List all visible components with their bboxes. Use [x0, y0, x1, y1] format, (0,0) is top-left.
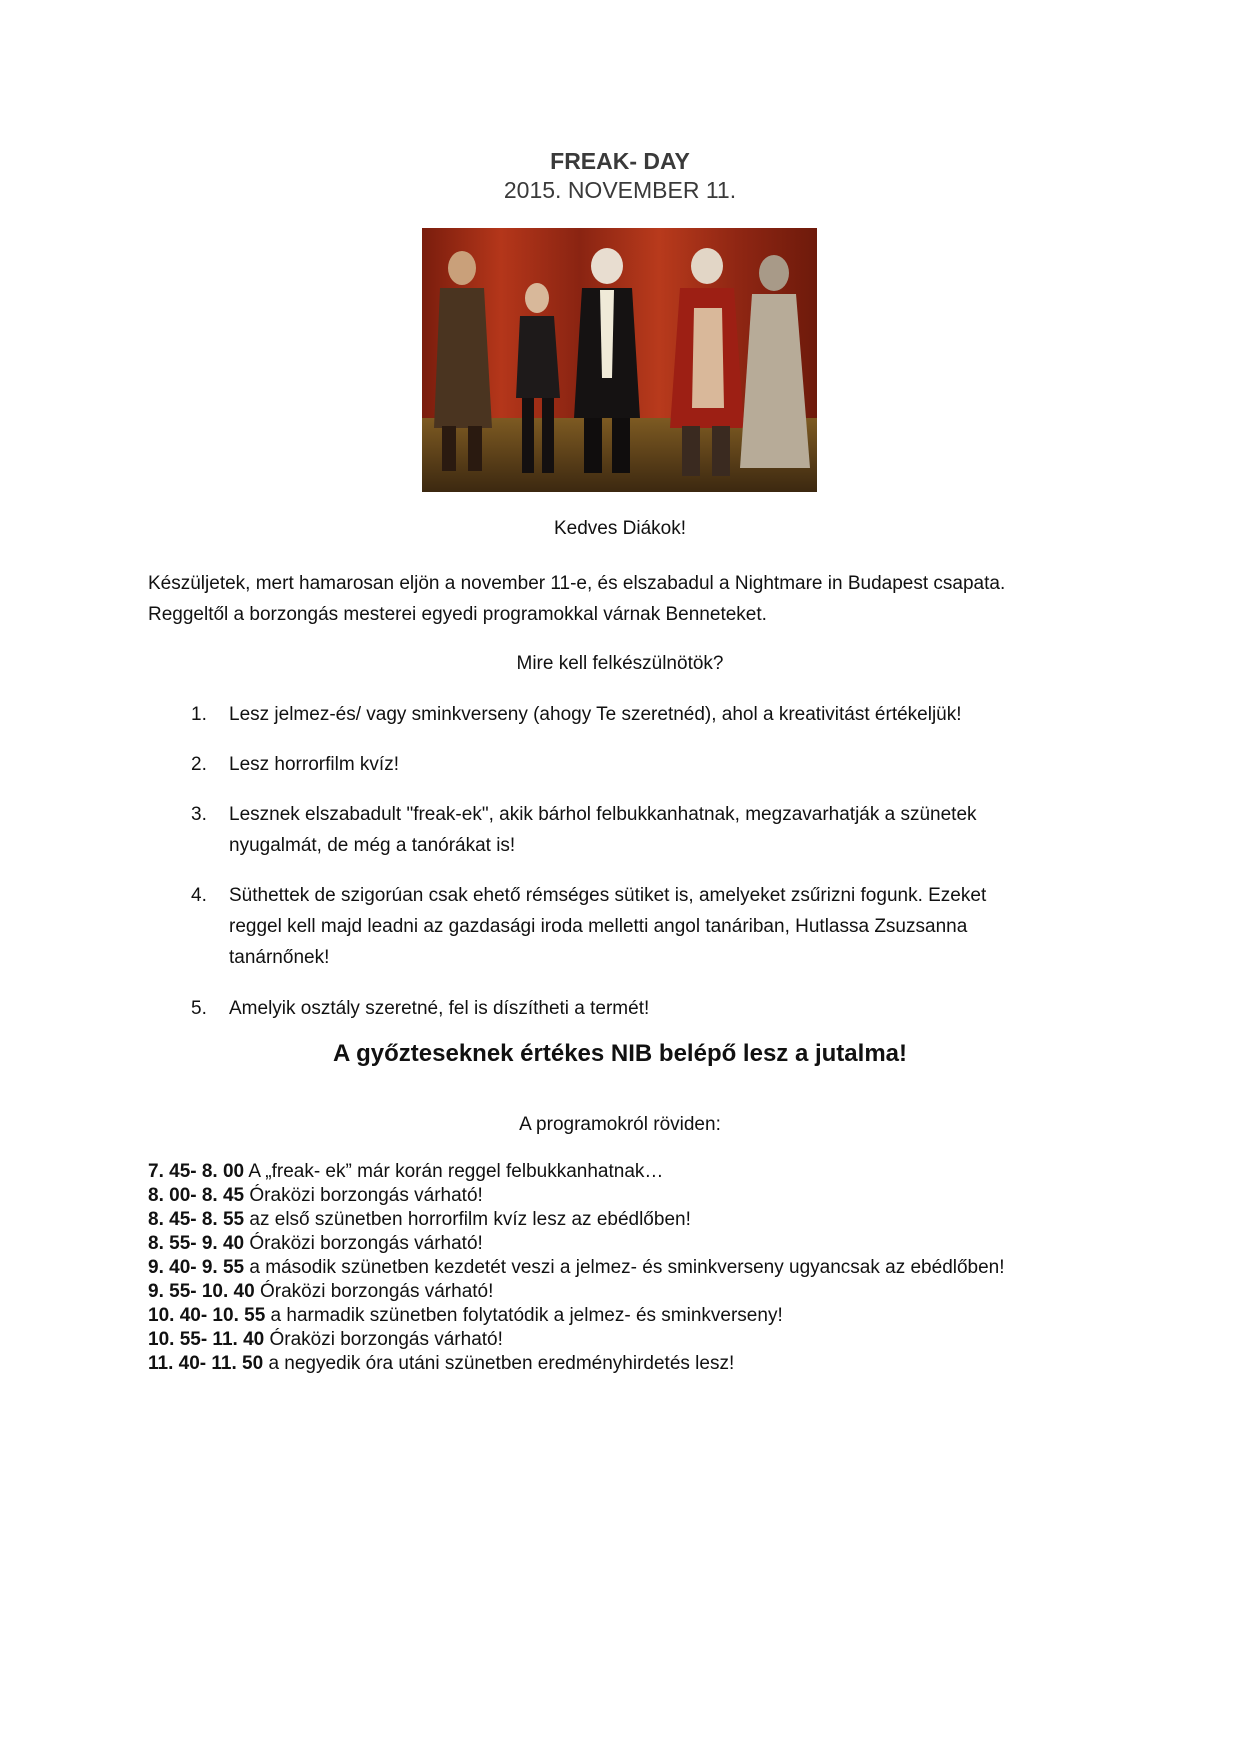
prize-announcement: A győzteseknek értékes NIB belépő lesz a jutalma! — [333, 1040, 907, 1067]
schedule-time: 11. 40- 11. 50 — [148, 1353, 264, 1374]
schedule-row — [148, 1184, 1148, 1208]
schedule-time: 9. 40- 9. 55 — [148, 1257, 245, 1278]
intro-line: Reggeltől a borzongás mesterei egyedi programokkal várnak Benneteket. — [148, 604, 767, 625]
schedule-text: Óraközi borzongás várható! — [264, 1329, 503, 1350]
schedule-text: a harmadik szünetben folytatódik a jelmez- és sminkverseny! — [265, 1305, 783, 1326]
list-number: 1. — [191, 704, 207, 725]
list-text-line: nyugalmát, de még a tanórákat is! — [229, 835, 516, 856]
list-text-line: Lesznek elszabadult "freak-ek", akik bárhol felbukkanhatnak, megzavarhatják a szünetek — [229, 804, 977, 825]
schedule-row — [148, 1328, 1148, 1352]
schedule-text: a második szünetben kezdetét veszi a jelmez- és sminkverseny ugyancsak az ebédlőben! — [244, 1257, 1005, 1278]
schedule-text: az első szünetben horrorfilm kvíz lesz az ebédlőben! — [244, 1209, 691, 1230]
list-number: 2. — [191, 754, 207, 775]
question-heading: Mire kell felkészülnötök? — [516, 653, 724, 674]
schedule-list — [148, 1160, 1148, 1376]
intro-line: Készüljetek, mert hamarosan eljön a november 11-e, és elszabadul a Nightmare in Budapest csapata. — [148, 573, 1006, 594]
list-text-line: reggel kell majd leadni az gazdasági iroda melletti angol tanáriban, Hutlassa Zsuzsanna — [229, 916, 968, 937]
schedule-text: A „freak- ek” már korán reggel felbukkanhatnak… — [244, 1161, 664, 1182]
schedule-row — [148, 1304, 1148, 1328]
list-text-line: Lesz horrorfilm kvíz! — [229, 754, 399, 775]
costumed-performers-photo — [422, 228, 817, 492]
schedule-row — [148, 1280, 1148, 1304]
list-text-line: Lesz jelmez-és/ vagy sminkverseny (ahogy Te szeretnéd), ahol a kreativitást értékeljük! — [229, 704, 962, 725]
list-text-line: Süthettek de szigorúan csak ehető rémséges sütiket is, amelyeket zsűrizni fogunk. Ezeket — [229, 885, 987, 906]
schedule-row — [148, 1208, 1148, 1232]
list-number: 4. — [191, 885, 207, 906]
schedule-time: 10. 55- 11. 40 — [148, 1329, 265, 1350]
schedule-row — [148, 1352, 1148, 1376]
schedule-heading: A programokról röviden: — [519, 1114, 721, 1135]
intro-paragraph — [148, 568, 1108, 630]
list-number: 3. — [191, 804, 207, 825]
schedule-time: 8. 55- 9. 40 — [148, 1233, 245, 1254]
schedule-row — [148, 1256, 1148, 1280]
schedule-time: 8. 00- 8. 45 — [148, 1185, 245, 1206]
schedule-text: Óraközi borzongás várható! — [254, 1281, 494, 1302]
list-number: 5. — [191, 998, 207, 1019]
list-text-line: tanárnőnek! — [229, 947, 330, 968]
schedule-text: Óraközi borzongás várható! — [244, 1233, 483, 1254]
event-date: 2015. NOVEMBER 11. — [503, 177, 737, 203]
schedule-row — [148, 1232, 1148, 1256]
schedule-time: 8. 45- 8. 55 — [148, 1209, 245, 1230]
greeting: Kedves Diákok! — [553, 518, 686, 539]
schedule-time: 10. 40- 10. 55 — [148, 1305, 266, 1326]
schedule-text: a negyedik óra utáni szünetben eredményhirdetés lesz! — [263, 1353, 735, 1374]
page-title: FREAK- DAY — [550, 148, 690, 174]
schedule-text: Óraközi borzongás várható! — [244, 1185, 483, 1206]
list-text-line: Amelyik osztály szeretné, fel is díszítheti a termét! — [229, 998, 650, 1019]
schedule-row — [148, 1160, 1148, 1184]
schedule-time: 7. 45- 8. 00 — [148, 1161, 245, 1182]
schedule-time: 9. 55- 10. 40 — [148, 1281, 255, 1302]
